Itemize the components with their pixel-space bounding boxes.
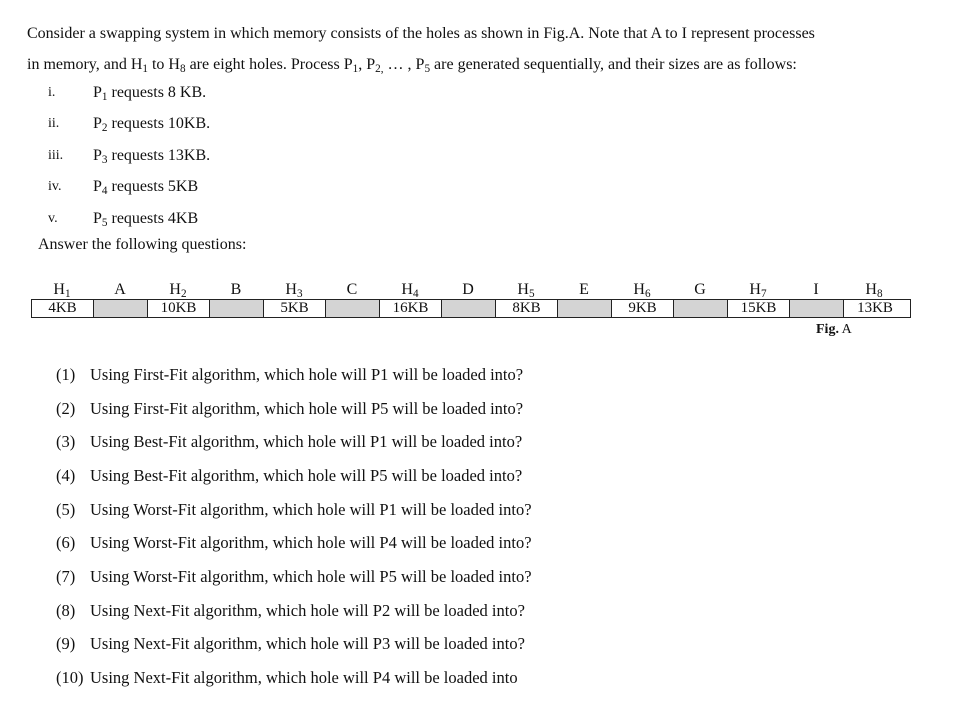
segment-name: H xyxy=(633,281,645,298)
memory-hole: 10KB xyxy=(148,300,210,317)
intro-sub: 1 xyxy=(142,63,148,75)
memory-process-block xyxy=(442,300,496,317)
segment-name: A xyxy=(114,281,126,298)
segment-sub: 3 xyxy=(296,288,303,300)
figure-letter: A xyxy=(838,322,852,337)
segment-name: H xyxy=(169,281,181,298)
memory-hole: 9KB xyxy=(612,300,674,317)
hole-label xyxy=(263,281,325,299)
question-text: Using First-Fit algorithm, which hole will P5 will be loaded into? xyxy=(90,398,524,418)
list-item xyxy=(46,140,210,172)
process-label xyxy=(325,281,379,299)
question-number: (6) xyxy=(56,533,76,553)
segment-name: H xyxy=(749,281,761,298)
memory-hole: 15KB xyxy=(728,300,790,317)
question-item xyxy=(56,425,532,459)
question-number: (8) xyxy=(56,600,76,620)
segment-name: E xyxy=(579,281,589,298)
segment-name: B xyxy=(230,281,242,298)
request-list xyxy=(46,77,210,235)
list-number: i. xyxy=(48,84,56,100)
process-sub: 5 xyxy=(101,216,108,229)
question-text: Using Worst-Fit algorithm, which hole will P4 will be loaded into? xyxy=(90,533,532,553)
list-item xyxy=(46,172,210,204)
question-item xyxy=(56,392,532,426)
question-number: (2) xyxy=(56,398,76,418)
memory-process-block xyxy=(558,300,612,317)
hole-label xyxy=(843,281,905,299)
process-sub: 2 xyxy=(101,122,108,135)
process-sub: 1 xyxy=(101,90,108,103)
intro-text: , P xyxy=(358,56,376,73)
intro-sub: 5 xyxy=(424,63,431,75)
hole-label xyxy=(379,281,441,299)
question-item xyxy=(56,526,532,560)
segment-sub: 4 xyxy=(412,288,419,300)
figure-caption xyxy=(816,322,852,338)
question-item xyxy=(56,493,532,527)
process-label xyxy=(789,281,843,299)
memory-process-block xyxy=(210,300,264,317)
memory-bar xyxy=(31,299,911,318)
process-sub: 3 xyxy=(101,153,108,166)
process-name: P xyxy=(93,209,102,227)
question-item xyxy=(56,661,532,695)
memory-process-block xyxy=(790,300,844,317)
process-name: P xyxy=(93,83,102,101)
memory-labels xyxy=(31,277,911,299)
question-text: Using Best-Fit algorithm, which hole will P1 will be loaded into? xyxy=(90,432,523,452)
segment-name: D xyxy=(462,281,474,298)
answer-prompt: Answer the following questions: xyxy=(38,236,247,253)
list-item xyxy=(46,203,210,235)
request-text: requests 10KB. xyxy=(107,115,211,133)
segment-name: I xyxy=(813,281,819,298)
intro-sub: 2, xyxy=(375,63,384,75)
segment-sub: 2 xyxy=(180,288,187,300)
process-label xyxy=(557,281,611,299)
memory-hole: 13KB xyxy=(857,300,893,316)
hole-label xyxy=(147,281,209,299)
figure-label: Fig. xyxy=(816,322,839,337)
segment-name: G xyxy=(694,281,706,298)
list-item xyxy=(46,109,210,141)
segment-sub: 5 xyxy=(528,288,535,300)
question-text: Using First-Fit algorithm, which hole will P1 will be loaded into? xyxy=(90,364,524,384)
request-text: requests 13KB. xyxy=(107,146,211,164)
question-text: Using Worst-Fit algorithm, which hole will P1 will be loaded into? xyxy=(90,499,532,519)
question-number: (5) xyxy=(56,499,76,519)
process-label xyxy=(673,281,727,299)
question-item xyxy=(56,628,532,662)
question-item xyxy=(56,594,532,628)
list-text xyxy=(93,115,210,133)
segment-name: H xyxy=(401,281,413,298)
hole-label xyxy=(31,281,93,299)
intro-line-1: Consider a swapping system in which memory consists of the holes as shown in Fig.A. Note that A to I represent processes xyxy=(27,25,815,42)
process-label xyxy=(93,281,147,299)
process-name: P xyxy=(93,115,102,133)
segment-name: H xyxy=(285,281,297,298)
question-number: (1) xyxy=(56,364,76,384)
question-text: Using Next-Fit algorithm, which hole will P4 will be loaded into xyxy=(90,668,518,688)
list-text xyxy=(93,178,198,196)
segment-sub: 1 xyxy=(64,288,71,300)
memory-hole: 16KB xyxy=(380,300,442,317)
memory-hole: 8KB xyxy=(496,300,558,317)
request-text: requests 8 KB. xyxy=(107,83,207,101)
segment-name: C xyxy=(346,281,358,298)
question-item xyxy=(56,358,532,392)
segment-name: H xyxy=(53,281,65,298)
intro-sub: 8 xyxy=(179,63,186,75)
segment-name: H xyxy=(517,281,529,298)
intro-line-2 xyxy=(27,49,947,80)
question-number: (10) xyxy=(56,668,84,688)
memory-hole: 4KB xyxy=(32,300,94,317)
question-number: (9) xyxy=(56,634,76,654)
problem-intro xyxy=(27,18,947,80)
question-text: Using Next-Fit algorithm, which hole will P2 will be loaded into? xyxy=(90,600,525,620)
process-label xyxy=(441,281,495,299)
list-text xyxy=(93,210,198,228)
memory-process-block xyxy=(94,300,148,317)
segment-sub: 8 xyxy=(876,288,883,300)
question-text: Using Next-Fit algorithm, which hole will P3 will be loaded into? xyxy=(90,634,525,654)
intro-sub: 1 xyxy=(352,63,359,75)
request-text: requests 4KB xyxy=(107,209,199,227)
intro-text: in memory, and H xyxy=(27,56,143,73)
list-number: ii. xyxy=(48,116,60,132)
intro-text: … , P xyxy=(383,56,425,73)
list-number: iv. xyxy=(48,179,62,195)
memory-map xyxy=(31,277,911,318)
segment-sub: 6 xyxy=(644,288,651,300)
list-number: v. xyxy=(48,210,58,226)
intro-text: to H xyxy=(147,56,180,73)
process-name: P xyxy=(93,178,102,196)
question-number: (3) xyxy=(56,432,76,452)
hole-label xyxy=(611,281,673,299)
memory-hole: 5KB xyxy=(264,300,326,317)
memory-process-block xyxy=(326,300,380,317)
question-item xyxy=(56,560,532,594)
intro-text: are eight holes. Process P xyxy=(185,56,353,73)
question-item xyxy=(56,459,532,493)
list-number: iii. xyxy=(48,147,64,163)
list-text xyxy=(93,147,210,165)
question-text: Using Worst-Fit algorithm, which hole will P5 will be loaded into? xyxy=(90,566,532,586)
memory-process-block xyxy=(674,300,728,317)
process-label xyxy=(209,281,263,299)
hole-label xyxy=(495,281,557,299)
process-sub: 4 xyxy=(101,185,108,198)
segment-name: H xyxy=(865,281,877,298)
intro-text: are generated sequentially, and their sizes are as follows: xyxy=(430,56,797,73)
segment-sub: 7 xyxy=(760,288,767,300)
hole-label xyxy=(727,281,789,299)
question-number: (4) xyxy=(56,465,76,485)
list-text xyxy=(93,84,206,102)
question-list xyxy=(56,358,532,695)
process-name: P xyxy=(93,146,102,164)
request-text: requests 5KB xyxy=(107,178,199,196)
list-item xyxy=(46,77,210,109)
question-text: Using Best-Fit algorithm, which hole will P5 will be loaded into? xyxy=(90,465,523,485)
question-number: (7) xyxy=(56,566,76,586)
